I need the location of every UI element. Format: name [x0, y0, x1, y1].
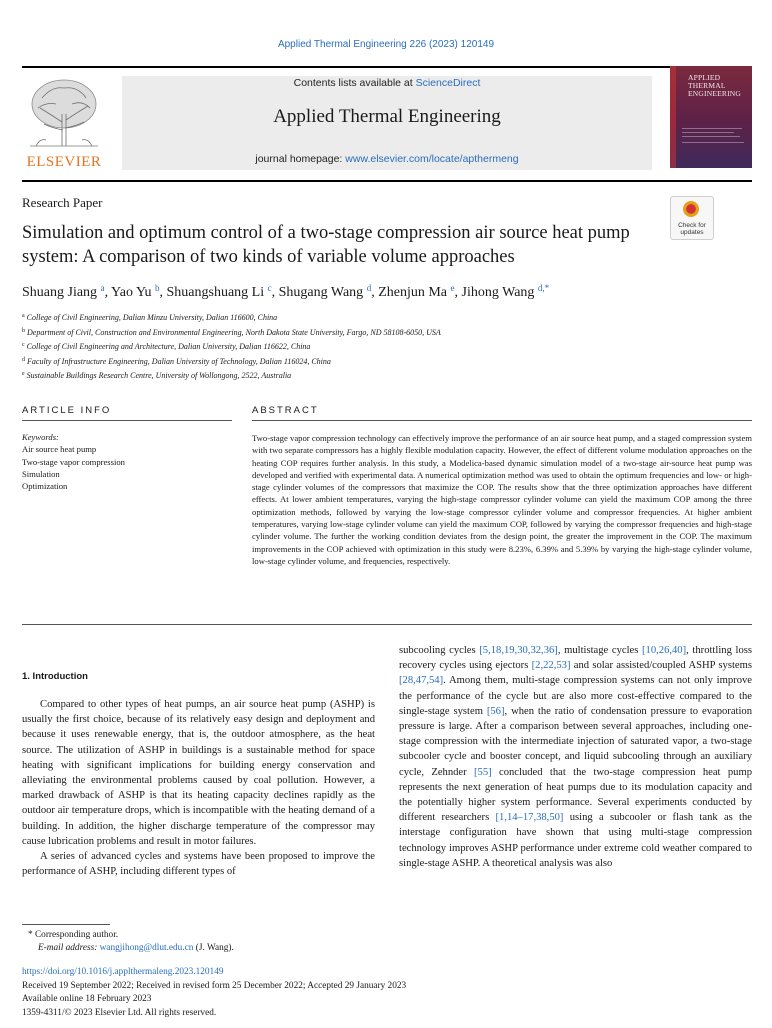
- abstract-rule: [252, 420, 752, 421]
- author-name[interactable]: Jihong Wang: [461, 285, 535, 300]
- affiliation: [22, 339, 752, 354]
- affiliation: [22, 325, 752, 340]
- author-email-link[interactable]: wangjihong@dlut.edu.cn: [99, 943, 194, 953]
- author-name[interactable]: Zhenjun Ma: [378, 285, 448, 300]
- affiliation-text: College of Civil Engineering and Architecture, Dalian University, Dalian 116622, China: [26, 342, 311, 351]
- cover-title-line-1: APPLIED: [688, 73, 721, 82]
- author-affiliation-marker[interactable]: d,*: [537, 283, 550, 293]
- sciencedirect-link[interactable]: ScienceDirect: [415, 77, 481, 89]
- body-paragraph: A series of advanced cycles and systems have been proposed to improve the performance of ASHP, including different types of: [22, 851, 375, 878]
- body-text-run: concluded that the two-stage compression heat pump represents the next generation of heat pumps due to its modulation capacity and the potentially higher system performance. Several experiments conducted by different researchers: [399, 766, 752, 824]
- author[interactable]: [462, 285, 550, 300]
- author-affiliation-marker[interactable]: b: [155, 283, 160, 293]
- body-text-run: , when the ratio of condensation pressure to evaporation pressure is large. After a comparison between several approaches, including one-stage compression with the intermediate injection of saturated vapor, a two-stage subcooler cycle and booster concept, and liquid subcooling through an auxiliary cycle, Zehnder: [399, 705, 753, 778]
- author[interactable]: [111, 285, 159, 300]
- corresponding-author-footnote: [22, 929, 234, 955]
- contents-prefix: Contents lists available at: [293, 77, 416, 89]
- keyword: Optimization: [22, 481, 68, 492]
- body-text-run: . Among them, multi-stage compression systems can not only improve the performance of the cycle but are also more cost-effective compared to the single-stage system: [399, 675, 752, 717]
- corresponding-author-note: * Corresponding author.: [28, 930, 119, 940]
- affiliation: [22, 368, 752, 383]
- affiliation-text: Faculty of Infrastructure Engineering, Dalian University of Technology, Dalian 116024, China: [27, 356, 331, 366]
- homepage-prefix: journal homepage:: [255, 153, 346, 165]
- copyright-line: 1359-4311/© 2023 Elsevier Ltd. All rights reserved.: [22, 1007, 217, 1018]
- cover-title-line-3: ENGINEERING: [688, 89, 742, 98]
- affiliation-list: [22, 310, 752, 383]
- author-affiliation-marker[interactable]: a: [100, 283, 105, 293]
- body-column-left: [22, 697, 375, 879]
- cover-title: [688, 74, 741, 98]
- cover-accent-bar: [670, 66, 676, 168]
- keyword: Air source heat pump: [22, 444, 97, 455]
- affiliation-text: College of Civil Engineering, Dalian Minzu University, Dalian 116600, China: [26, 313, 278, 322]
- affiliation-text: Department of Civil, Construction and Environmental Engineering, North Dakota State University, Fargo, ND 58108-6050, USA: [27, 327, 441, 337]
- author-affiliation-marker[interactable]: c: [267, 283, 272, 293]
- body-text-run: using a subcooler or flash tank as the interstage configuration have shown that using multi-stage compression technology improves ASHP performance under extreme cold weather compared to single-stage ASHP. A theoretical analysis was also: [399, 812, 752, 869]
- header-bottom-rule: [22, 180, 752, 182]
- cover-text-line: [682, 132, 734, 133]
- abstract-text: Two-stage vapor compression technology can effectively improve the performance of an air source heat pump, and a staged compression system with two separate compressors has a highly flexible modulation capacity. However, the effect of different volume modulation approaches on the heating COP requires further analysis. In this study, a Modelica-based dynamic simulation model of a two-stage air-source heat pump was developed and verified with experimental data. A numerical optimization method was used to obtain the optimum frequencies and low- or high-stage cylinder volumes of the compressors that maximize the COP. The results show that the three optimization approaches have different effects. At lower ambient temperatures, varying the high-stage compressor cylinder volume can yield the maximum COP among the three optimization methods, followed by varying the low-stage compressor cylinder volume and compressor frequencies. At higher ambient temperatures, varying low-stage cylinder volume can yield the maximum COP, followed by varying the compressor frequencies and high-stage cylinder volume. The further the working condition deviates from the design point, the greater the improvement in the COP. The maximum improvements in the COP achieved with optimization in this study were 8.23%, 6.39% and 5.39% by varying the high-stage cylinder volume, low-stage cylinder volume, and frequencies, respectively.: [252, 433, 752, 566]
- section-heading-introduction: 1. Introduction: [22, 671, 88, 682]
- keyword: Two-stage vapor compression: [22, 456, 125, 467]
- citation-link[interactable]: [2,22,53]: [531, 660, 571, 672]
- author[interactable]: [167, 285, 272, 300]
- citation-link[interactable]: [10,26,40]: [642, 645, 687, 656]
- body-text-run: subcooling cycles: [399, 645, 480, 656]
- affiliation: [22, 310, 752, 325]
- body-paragraph: [399, 643, 752, 871]
- author-list: Shuang Jiang $^a$, Yao Yu $^b$, Shuangshuang Li $^c$, Shugang Wang $^d$, Zhenjun Ma $^e$, Jihong Wang $^{d,*}$: [22, 283, 550, 300]
- author-affiliation-marker[interactable]: d: [366, 283, 372, 293]
- citation-link[interactable]: [1,14–17,38,50]: [495, 812, 564, 824]
- crossmark-dot-icon: [686, 204, 696, 214]
- author-name[interactable]: Shugang Wang: [278, 285, 364, 300]
- body-paragraph: Compared to other types of heat pumps, an air source heat pump (ASHP) is usually the first choice, because of its relatively easy design and deployment and because it uses renewable energy, that is, the outdoor atmosphere, as the heat source. The utilization of ASHP in buildings is a sustainable method for space heating with significant implications for building energy conservation and alleviating the environmental problems caused by coal pollution. However, a marked drawback of ASHP is that its heating capacity declines rapidly as the outdoor air temperature drops, which is incompatible with the heating demand of a building. In addition, the higher discharge temperature of the compressor may cause lubrication problems and result in motor failures.: [22, 699, 375, 847]
- keywords-label: Keywords:: [22, 432, 59, 442]
- citation-link[interactable]: [56]: [486, 705, 505, 717]
- available-online-date: Available online 18 February 2023: [22, 994, 152, 1004]
- elsevier-logo[interactable]: [22, 74, 106, 170]
- journal-cover-thumbnail[interactable]: [670, 66, 752, 168]
- abstract-heading: ABSTRACT: [252, 405, 319, 416]
- author[interactable]: [378, 285, 454, 300]
- body-text-run: , throttling loss recovery cycles using ejectors: [399, 645, 752, 672]
- journal-title: Applied Thermal Engineering: [273, 106, 501, 127]
- author-name[interactable]: Yao Yu: [111, 285, 152, 300]
- body-column-right: [399, 643, 752, 871]
- affiliation-marker: b: [22, 327, 25, 334]
- journal-homepage-line: [122, 153, 652, 165]
- cover-text-line: [682, 128, 742, 129]
- affiliation-text: Sustainable Buildings Research Centre, University of Wollongong, 2522, Australia: [26, 371, 292, 380]
- citation-link[interactable]: [28,47,54]: [399, 675, 444, 687]
- check-for-updates-button[interactable]: [670, 196, 714, 240]
- keywords-block: [22, 431, 125, 492]
- email-label: E-mail address:: [38, 943, 100, 953]
- contents-available-line: [122, 77, 652, 89]
- received-dates: Received 19 September 2022; Received in revised form 25 December 2022; Accepted 29 January 2023: [22, 980, 407, 991]
- article-type: Research Paper: [22, 195, 103, 210]
- journal-homepage-link[interactable]: www.elsevier.com/locate/apthermeng: [345, 153, 519, 165]
- footnote-rule: [22, 924, 110, 925]
- body-text-run: , multistage cycles: [557, 645, 642, 656]
- check-for-updates-line-1: Check for: [678, 222, 706, 229]
- abstract-end-rule: [22, 624, 752, 625]
- header-top-rule: [22, 66, 752, 68]
- author[interactable]: [279, 285, 372, 300]
- email-suffix: (J. Wang).: [193, 943, 234, 953]
- cover-text-line: [682, 142, 744, 143]
- elsevier-tree-icon: [22, 74, 106, 154]
- doi-link[interactable]: https://doi.org/10.1016/j.applthermaleng.2023.120149: [22, 967, 224, 977]
- article-title: Simulation and optimum control of a two-stage compression air source heat pump system: A comparison of two kinds of variable volume approaches: [22, 223, 630, 267]
- affiliation-marker: a: [22, 313, 25, 319]
- author[interactable]: [22, 285, 105, 300]
- affiliation-marker: d: [22, 356, 25, 363]
- publication-info: [22, 966, 406, 1020]
- author-name[interactable]: Shuang Jiang: [22, 285, 98, 300]
- affiliation-marker: c: [22, 342, 25, 348]
- keyword: Simulation: [22, 468, 60, 479]
- citation-link[interactable]: [55]: [474, 766, 492, 778]
- author-name[interactable]: Shuangshuang Li: [166, 285, 265, 300]
- cover-text-line: [682, 136, 740, 137]
- body-text-run: and solar assisted/coupled ASHP systems: [570, 660, 752, 672]
- article-info-heading: ARTICLE INFO: [22, 405, 112, 416]
- cover-title-line-2: THERMAL: [688, 81, 726, 90]
- email-line: [22, 942, 234, 955]
- article-info-rule: [22, 420, 232, 421]
- check-for-updates-label: [671, 222, 713, 236]
- journal-citation[interactable]: Applied Thermal Engineering 226 (2023) 120149: [277, 39, 495, 50]
- check-for-updates-line-2: updates: [680, 229, 704, 236]
- citation-link[interactable]: [5,18,19,30,32,36]: [479, 645, 558, 656]
- author-affiliation-marker[interactable]: e: [450, 283, 455, 293]
- affiliation: [22, 354, 752, 369]
- elsevier-wordmark: ELSEVIER: [26, 154, 102, 170]
- affiliation-marker: e: [22, 371, 25, 377]
